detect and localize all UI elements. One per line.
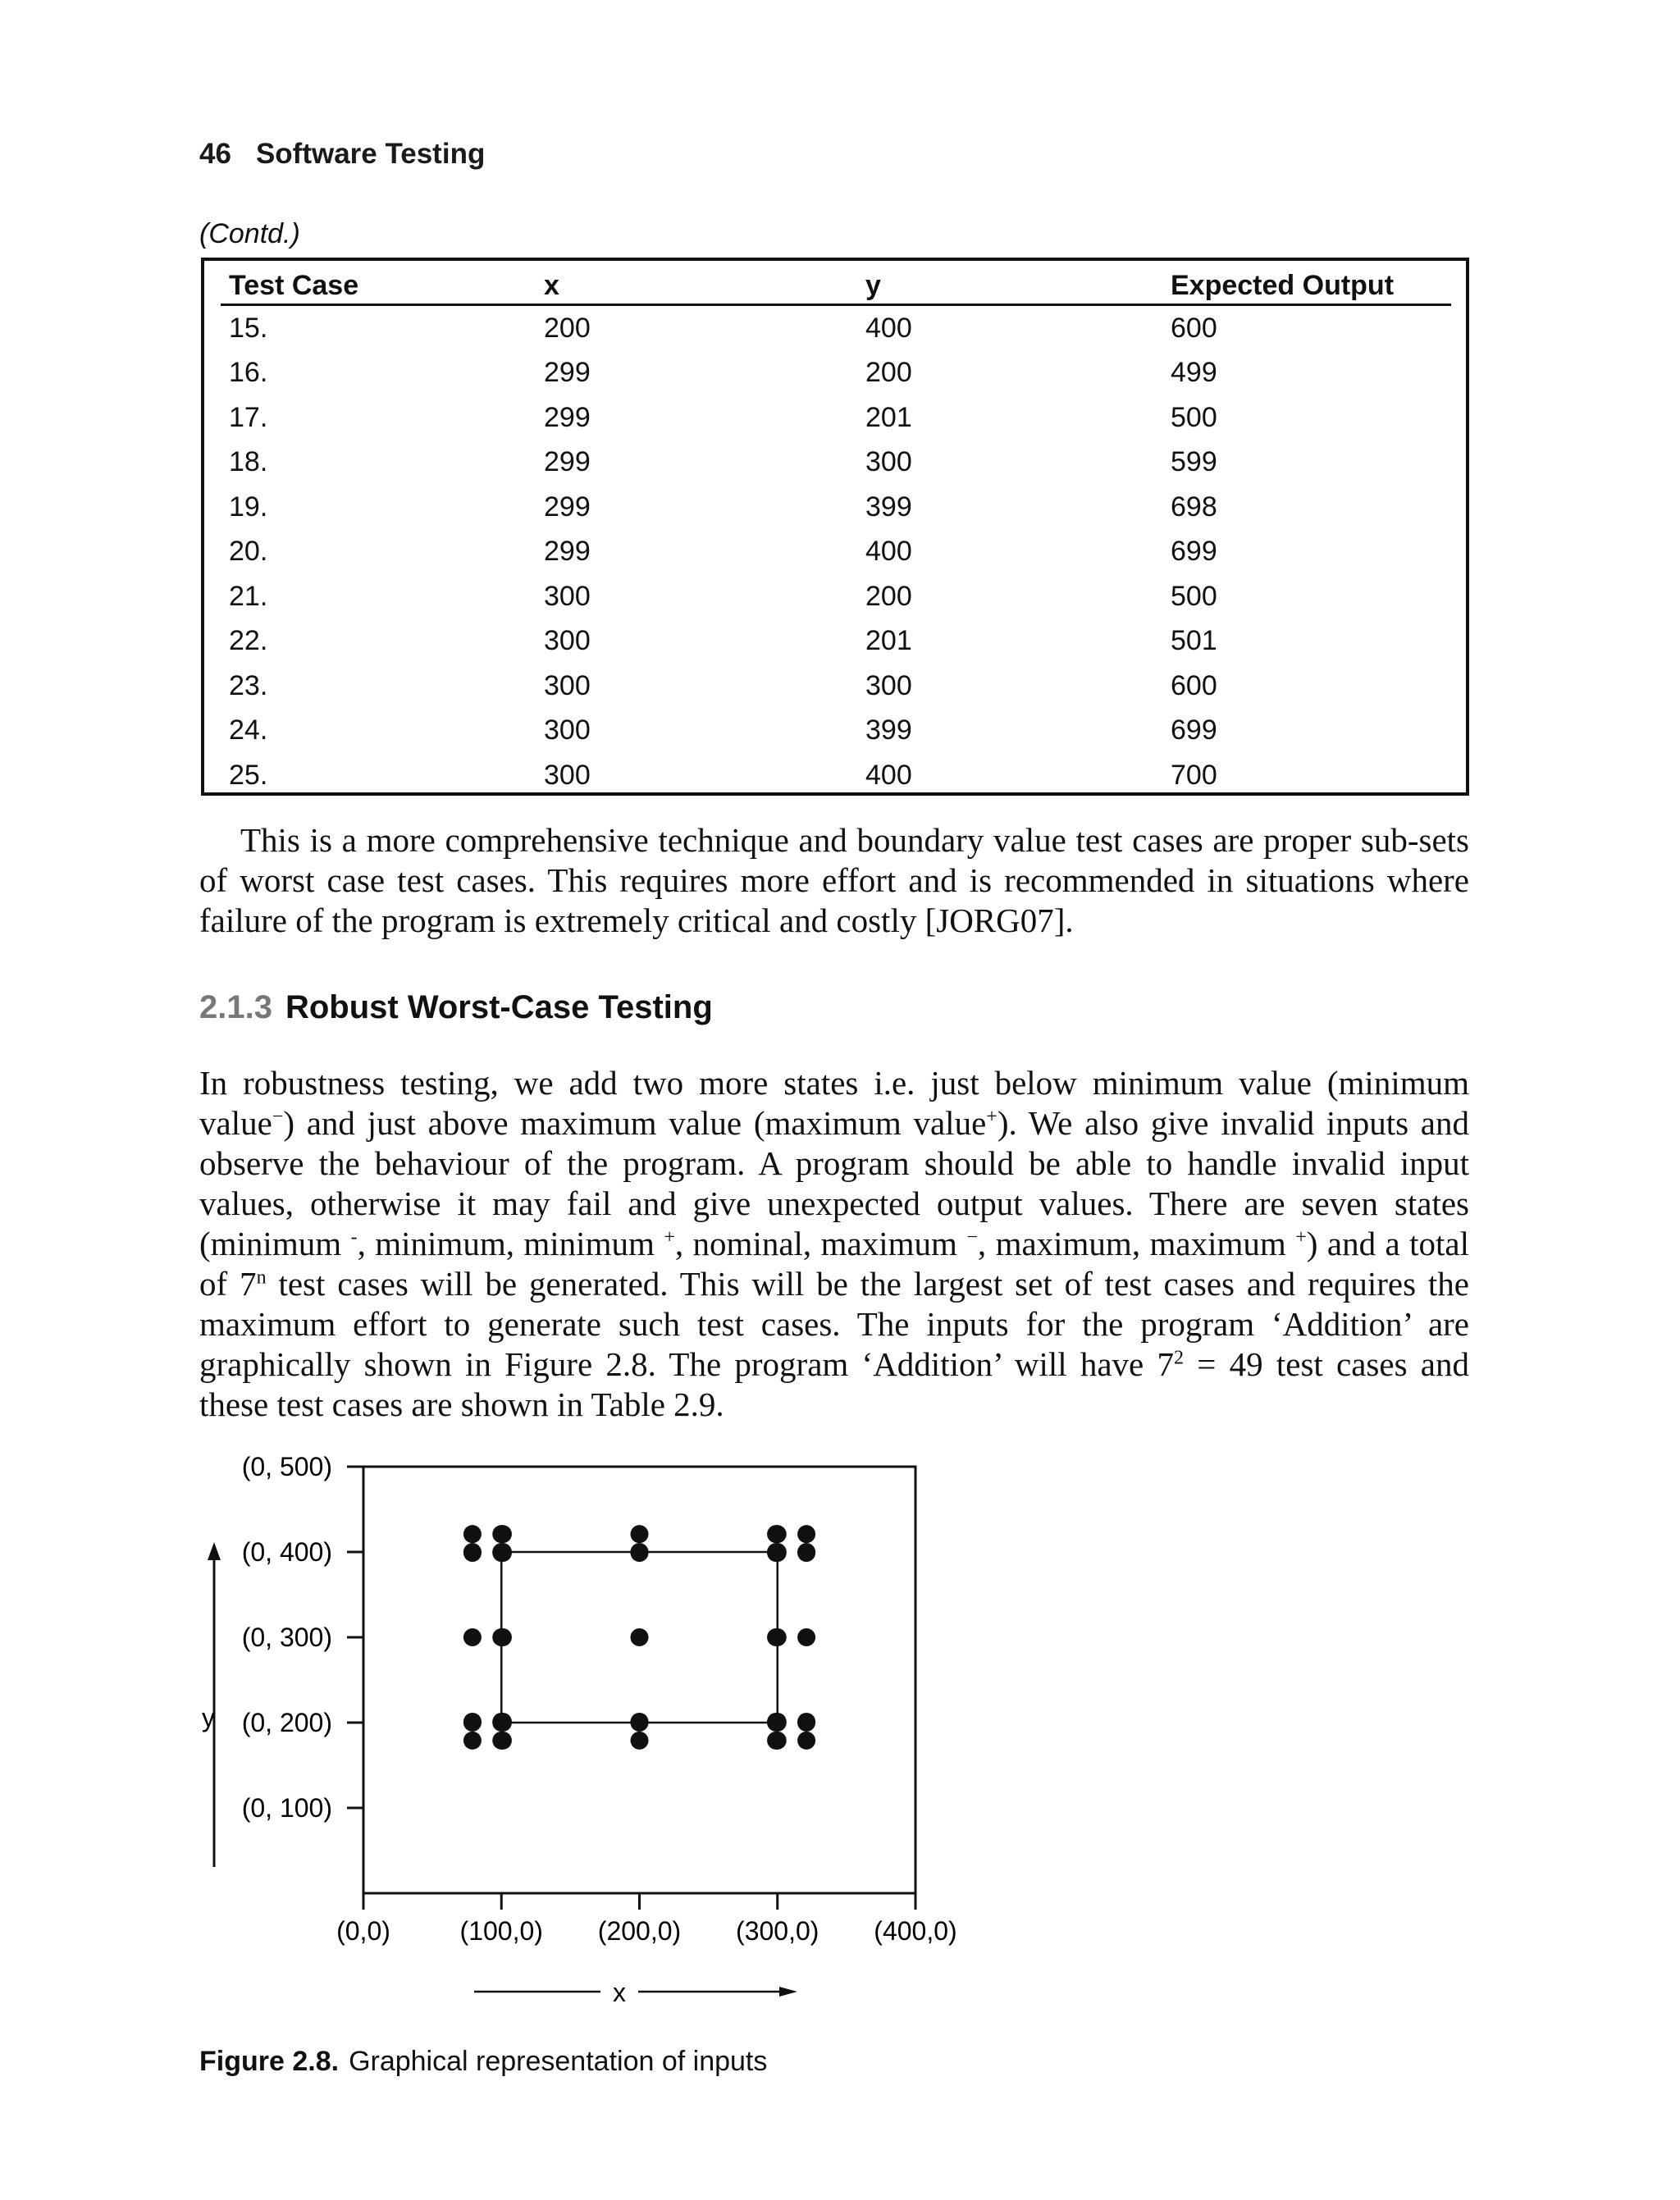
data-point: [463, 1543, 482, 1561]
data-point: [631, 1713, 649, 1731]
data-point: [769, 1628, 787, 1646]
text-run: , maximum, maximum: [977, 1225, 1296, 1262]
table-cell: 300: [544, 759, 591, 791]
table-cell: 25.: [229, 759, 268, 791]
table-cell: 300: [544, 669, 591, 701]
x-tick-label: (400,0): [874, 1916, 957, 1946]
x-tick-label: (200,0): [597, 1916, 682, 1946]
caption-text: Graphical representation of inputs: [349, 2046, 768, 2077]
table-cell: 300: [865, 446, 912, 478]
section-title: Robust Worst-Case Testing: [285, 989, 713, 1025]
table-cell: 501: [1171, 625, 1217, 657]
data-point: [769, 1543, 787, 1561]
text-run: ) and a total of 7: [199, 1225, 1470, 1303]
table-cell: 200: [544, 312, 591, 344]
data-point: [494, 1628, 512, 1646]
data-point: [769, 1732, 787, 1750]
table-cell: 17.: [229, 401, 268, 433]
table-cell: 16.: [229, 357, 268, 389]
superscript: −: [966, 1226, 978, 1248]
table-cell: 499: [1171, 357, 1217, 389]
figure-caption: [199, 2046, 767, 2078]
table-cell: 15.: [229, 312, 268, 344]
text-run: , minimum, minimum: [357, 1225, 664, 1262]
data-point: [631, 1543, 649, 1561]
data-point: [463, 1713, 482, 1731]
table-cell: 400: [865, 759, 912, 791]
data-point: [494, 1732, 512, 1750]
table-cell: 698: [1171, 491, 1217, 523]
table-cell: 400: [865, 536, 912, 568]
table-cell: 600: [1171, 669, 1217, 701]
table-cell: 399: [865, 491, 912, 523]
table-cell: 19.: [229, 491, 268, 523]
superscript: -: [350, 1226, 358, 1248]
table-cell: 700: [1171, 759, 1217, 791]
plot-layer: [242, 1452, 957, 1946]
column-header: y: [865, 267, 1171, 305]
data-point: [797, 1543, 815, 1561]
y-tick-label: (0, 500): [241, 1452, 332, 1481]
column-header: x: [544, 267, 865, 305]
table-cell: 300: [865, 669, 912, 701]
y-axis-arrowhead: [208, 1542, 221, 1560]
x-axis-label: x: [613, 1978, 626, 2007]
section-number: 2.1.3: [199, 989, 272, 1025]
table-cell: 400: [865, 312, 912, 344]
book-title: Software Testing: [255, 138, 486, 170]
y-tick-label: (0, 200): [241, 1708, 332, 1737]
y-tick-label: (0, 400): [241, 1537, 332, 1567]
superscript: +: [986, 1106, 998, 1128]
table-cell: 299: [544, 491, 591, 523]
data-point: [463, 1525, 482, 1543]
column-header: Expected Output: [1171, 267, 1451, 305]
table-cell: 699: [1171, 714, 1217, 746]
table-cell: 200: [865, 357, 912, 389]
data-point: [494, 1713, 512, 1731]
data-point: [631, 1628, 649, 1646]
table-cell: 300: [544, 714, 591, 746]
table-cell: 299: [544, 401, 591, 433]
table-cell: 200: [865, 580, 912, 612]
data-point: [631, 1525, 649, 1543]
data-point: [769, 1525, 787, 1543]
table-cell: 18.: [229, 446, 268, 478]
y-axis-label: y: [202, 1703, 215, 1732]
contd-label: (Contd.): [199, 218, 300, 249]
text-run: ). We also give invalid inputs and observe the behaviour of the program. A program should be able to handle invalid input values, otherwise it may fail and give unexpected output values. There are seven states (minimum: [199, 1104, 1469, 1262]
table-cell: 599: [1171, 446, 1217, 478]
text-run: In robustness testing, we add two more states i.e. just below minimum value (minimum value: [199, 1064, 1469, 1142]
page-number: 46: [199, 138, 231, 170]
text-run: = 49 test cases and these test cases are shown in Table 2.9.: [199, 1345, 1469, 1423]
x-tick-label: (300,0): [736, 1916, 819, 1946]
table-cell: 699: [1171, 536, 1217, 568]
table-cell: 300: [544, 625, 591, 657]
table-cell: 22.: [229, 625, 268, 657]
table-cell: 201: [865, 625, 912, 657]
y-tick-label: (0, 300): [241, 1623, 332, 1652]
table-cell: 399: [865, 714, 912, 746]
table-cell: 500: [1171, 401, 1217, 433]
table-cell: 600: [1171, 312, 1217, 344]
data-point: [494, 1525, 512, 1543]
table-cell: 20.: [229, 536, 268, 568]
table-cell: 24.: [229, 714, 268, 746]
superscript: −: [272, 1106, 284, 1128]
paragraph-worst-case: This is a more comprehensive technique and boundary value test cases are proper sub-sets of worst case test cases. This requires more effort and is recommended in situations where failure of the program is extremely critical and costly [JORG07].: [199, 821, 1469, 939]
data-point: [797, 1525, 815, 1543]
column-header: Test Case: [221, 267, 544, 305]
table-cell: 299: [544, 446, 591, 478]
text-run: ) and just above maximum value (maximum value: [283, 1104, 987, 1142]
superscript: +: [1295, 1226, 1307, 1248]
x-axis-arrowhead: [779, 1987, 797, 1997]
table-cell: 23.: [229, 669, 268, 701]
table-cell: 201: [865, 401, 912, 433]
table-cell: 300: [544, 580, 591, 612]
table-cell: 299: [544, 357, 591, 389]
superscript: n: [256, 1267, 267, 1289]
data-point: [797, 1713, 815, 1731]
text-run: test cases will be generated. This will be the largest set of test cases and requires the maximum effort to generate such test cases. The inputs for the program ‘Addition’ are graphically shown in Figure 2.8. The program ‘Addition’ will have 7: [199, 1265, 1470, 1383]
table-cell: 299: [544, 536, 591, 568]
data-point: [463, 1628, 482, 1646]
x-tick-label: (0,0): [336, 1916, 390, 1946]
caption-label: Figure 2.8.: [199, 2046, 340, 2077]
data-point: [631, 1732, 649, 1750]
data-point: [463, 1732, 482, 1750]
data-point: [769, 1713, 787, 1731]
data-point: [797, 1732, 815, 1750]
x-tick-label: (100,0): [459, 1916, 543, 1946]
y-tick-label: (0, 100): [241, 1793, 332, 1823]
superscript: 2: [1174, 1347, 1184, 1369]
data-point: [494, 1543, 512, 1561]
text-run: , nominal, maximum: [674, 1225, 967, 1262]
table-cell: 21.: [229, 580, 268, 612]
table-cell: 500: [1171, 580, 1217, 612]
data-point: [797, 1628, 815, 1646]
superscript: +: [664, 1226, 675, 1248]
